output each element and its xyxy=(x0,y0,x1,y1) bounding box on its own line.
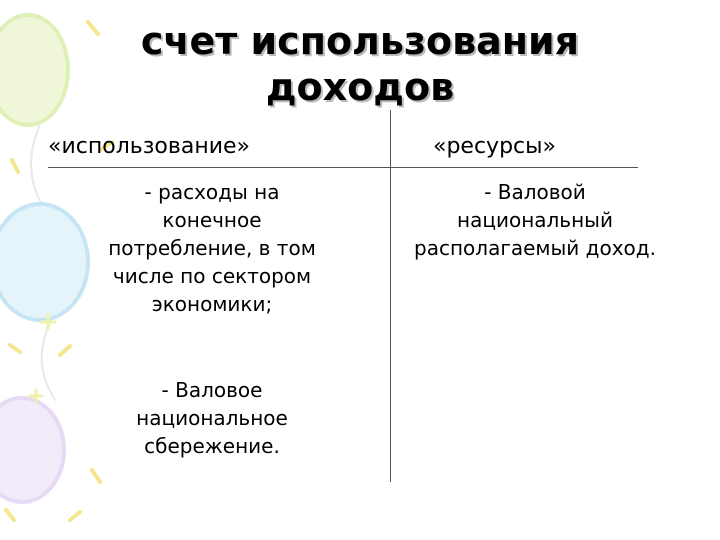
slide-title-line-2: доходов xyxy=(265,65,455,109)
balloon-green-icon xyxy=(0,15,68,125)
table-header-divider xyxy=(48,167,638,168)
resources-cell-income: - Валовой национальный располагаемый доход. xyxy=(414,180,656,260)
balloon-blue-icon xyxy=(0,204,88,320)
balloon-string-icon xyxy=(31,125,45,210)
usage-cell-savings: - Валовое национальное сбережение. xyxy=(136,378,288,458)
usage-cell-consumption: - расходы на конечное потребление, в том числе по сектором экономики; xyxy=(108,180,316,316)
balloon-lavender-icon xyxy=(0,398,64,502)
column-header-resources: «ресурсы» xyxy=(433,134,556,159)
balloon-string-icon xyxy=(42,320,55,400)
table-column-divider xyxy=(390,110,391,482)
slide-title-line-1: счет использования xyxy=(140,19,580,63)
column-header-usage: «использование» xyxy=(48,134,251,159)
slide-title xyxy=(60,18,660,110)
